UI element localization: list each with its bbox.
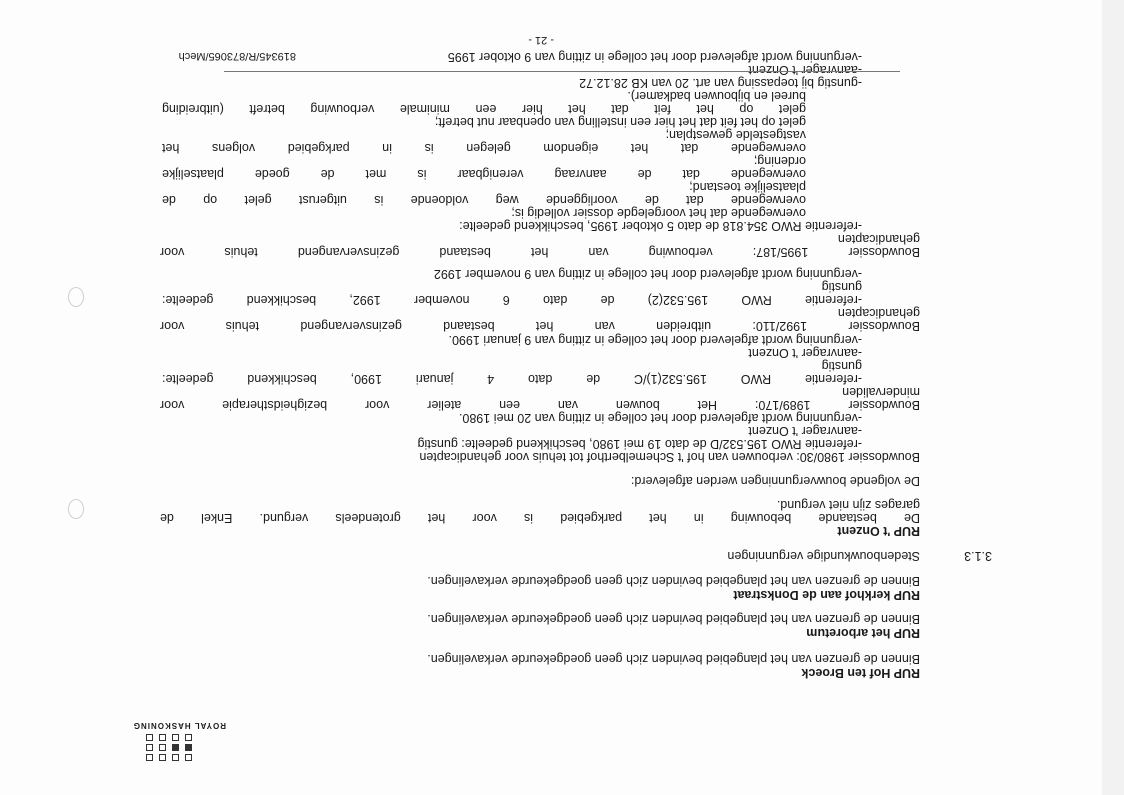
permit-1989-item: -vergunning wordt afgeleverd door het college in zitting van 9 januari 1990. — [448, 333, 862, 347]
punch-hole — [68, 287, 84, 307]
permit-1995-item: -referentie RWO 354.818 de dato 5 oktober 1995, beschikkend gedeelte: — [459, 219, 862, 233]
heading-onzent: RUP 't Onzent — [837, 524, 920, 538]
section-title: Stedenbouwkundige vergunningen — [727, 549, 920, 563]
document-reference: 819345/R/873065/Mech — [178, 50, 296, 62]
permit-1989-title-line1: Bouwdossier 1989/170: Het bouwen van een atelier voor bezigheidstherapie voor — [160, 398, 920, 412]
permit-1995-sub-line: overwegende dat het eigendom gelegen is in parkgebied volgens het — [162, 141, 806, 155]
permit-1980-item: -vergunning wordt afgeleverd door het college in zitting van 20 mei 1980. — [458, 411, 862, 425]
permit-1992-title-line1: Bouwdossier 1992/110: uitbreiden van het bestaand gezinsvervangend tehuis voor — [160, 319, 920, 333]
permit-1995-sub-line: ordening; — [753, 154, 806, 168]
hof-ten-broeck-text: Binnen de grenzen van het plangebied bevinden zich geen goedgekeurde verkavelingen. — [427, 652, 920, 666]
permits-intro: De volgende bouwvergunningen werden afgeleverd: — [630, 474, 920, 488]
company-logo — [106, 721, 226, 761]
logo-text: ROYAL HASKONING — [132, 721, 226, 730]
permit-1995-sub-line: overwegende dat de voorliggende weg voldoende is uitgerust gelet op de — [162, 193, 806, 207]
permit-1980-item: -aanvrager 't Onzent — [748, 424, 862, 438]
permit-1995-sub-line: bureel en bijbouwen badkamer). — [627, 89, 806, 103]
permit-1995-sub-line: vastgestelde gewestplan; — [665, 128, 806, 142]
permit-1995-title-line1: Bouwdossier 1995/187: verbouwing van het bestaand gezinsvervangend tehuis voor — [160, 245, 920, 259]
page-number: - 21 - — [528, 34, 554, 46]
permit-1995-item: -vergunning wordt afgeleverd door het college in zitting van 9 oktober 1995 — [447, 50, 862, 64]
logo-mark — [106, 734, 192, 761]
permit-1995-sub-line: gelet op het feit dat het hier een minimale verbouwing betreft (uitbreiding — [162, 102, 806, 116]
permit-1992-title-line2: gehandicapten — [837, 306, 920, 320]
arboretum-text: Binnen de grenzen van het plangebied bevinden zich geen goedgekeurde verkavelingen. — [427, 612, 920, 626]
permit-1992-item-line1: -referentie RWO 195.532(2) de dato 6 november 1992, beschikkend gedeelte: — [162, 293, 862, 307]
section-number: 3.1.3 — [964, 549, 992, 563]
kerkhof-text: Binnen de grenzen van het plangebied bevinden zich geen goedgekeurde verkavelingen. — [427, 574, 920, 588]
punch-hole — [68, 499, 84, 519]
permit-1989-item-line2: gunstig — [821, 359, 862, 373]
permit-1989-item: -aanvrager 't Onzent — [748, 346, 862, 360]
scan-edge — [1102, 0, 1124, 795]
permit-1995-title-line2: gehandicapten — [837, 232, 920, 246]
permit-1995-sub-line: overwegende dat de aanvraag verenigbaar is met de goede plaatselijke — [162, 167, 806, 181]
permit-1995-sub-line: overwegende dat het voorgelegde dossier volledig is; — [511, 206, 806, 220]
permit-1980-title: Bouwdossier 1980/30: verbouwen van hof 't Schemelberthof tot tehuis voor gehandicapten — [419, 450, 920, 464]
permit-1980-item: -referentie RWO 195.532/D de dato 19 mei 1980, beschikkend gedeelte: gunstig — [417, 437, 862, 451]
permit-1995-item: -gunstig bij toepassing van art. 20 van KB 28.12.72 — [579, 76, 862, 90]
onzent-intro-line2: garages zijn niet vergund. — [776, 498, 920, 512]
heading-arboretum: RUP het arboretum — [806, 626, 920, 640]
heading-kerkhof: RUP kerkhof aan de Donkstraat — [733, 588, 920, 602]
permit-1992-item-line2: gunstig — [821, 280, 862, 294]
permit-1995-sub-line: plaatselijke toestand; — [689, 180, 806, 194]
footer-rule — [224, 71, 900, 72]
onzent-intro-line1: De bestaande bebouwing in het parkgebied is voor het grotendeels vergund. Enkel de — [160, 511, 920, 525]
permit-1995-item: -aanvrager 't Onzent — [748, 63, 862, 77]
permit-1992-item: -vergunning wordt afgeleverd door het college in zitting van 9 november 1992 — [433, 267, 862, 281]
permit-1989-item-line1: -referentie RWO 195.532(1)/C de dato 4 januari 1990, beschikkend gedeelte: — [162, 372, 862, 386]
permit-1995-sub-line: gelet op het feit dat het hier een instelling van openbaar nut betreft; — [434, 115, 806, 129]
heading-hof-ten-broeck: RUP Hof ten Broeck — [801, 666, 920, 680]
permit-1989-title-line2: mindervaliden — [842, 385, 920, 399]
